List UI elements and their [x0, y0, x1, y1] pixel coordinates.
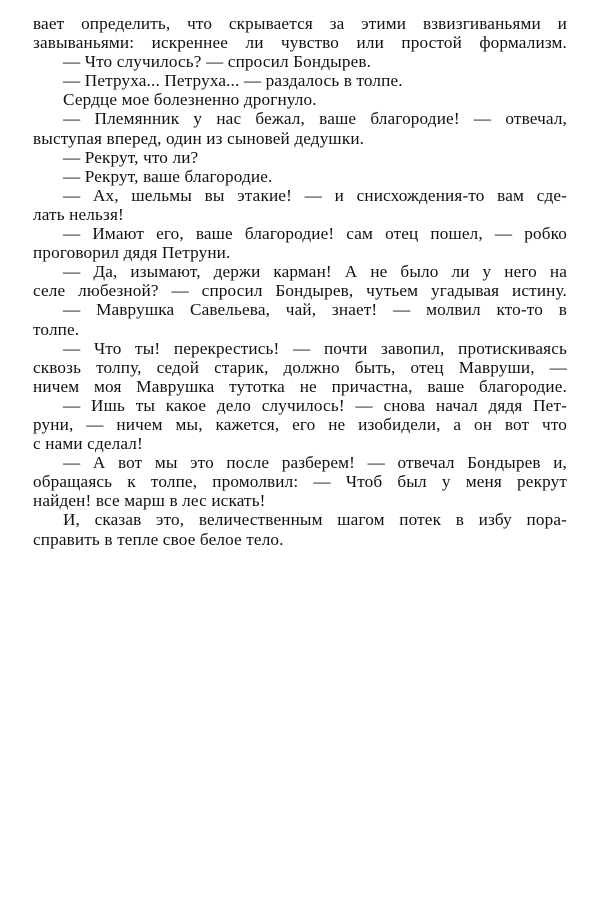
text-line: вает определить, что скрывается за этими взвизгиваньями и [33, 14, 567, 33]
text-line: — Рекрут, что ли? [63, 147, 199, 167]
text-line: — Что случилось? — спросил Бондырев. [63, 52, 372, 72]
text-line: — Да, изымают, держи карман! А не было ли у него на [63, 262, 567, 282]
text-line: Сердце мое болезненно дрогнуло. [63, 90, 317, 110]
text-line: — Рекрут, ваше благородие. [63, 166, 273, 186]
text-line: — Ишь ты какое дело случилось! — снова начал дядя Пет- [63, 395, 567, 415]
page-text [33, 14, 567, 549]
text-line: лать нельзя! [33, 204, 124, 224]
text-line: селе любезной? — спросил Бондырев, чутьем угадывая истину. [33, 281, 567, 301]
text-line: сквозь толпу, седой старик, должно быть, отец Мавруши, — [33, 357, 567, 377]
text-line: завываньями: искреннее ли чувство или простой формализм. [33, 33, 567, 53]
text-line: — Что ты! перекрестись! — почти завопил, протискиваясь [63, 338, 567, 358]
text-line: найден! все марш в лес искать! [33, 491, 266, 511]
text-line: — А вот мы это после разберем! — отвечал Бондырев и, [63, 453, 567, 473]
text-line: обращаясь к толпе, промолвил: — Чтоб был у меня рекрут [33, 472, 567, 492]
text-line: толпе. [33, 319, 80, 339]
text-line: руни, — ничем мы, кажется, его не изобидели, а он вот что [33, 414, 567, 434]
text-line: справить в тепле свое белое тело. [33, 529, 284, 549]
text-line: И, сказав это, величественным шагом потек в избу пора- [63, 510, 567, 530]
text-line: ничем моя Маврушка тутотка не причастна, ваше благородие. [33, 376, 567, 396]
text-line: с нами сделал! [33, 434, 143, 454]
text-line: — Имают его, ваше благородие! сам отец пошел, — робко [63, 224, 567, 244]
text-line: — Петруха... Петруха... — раздалось в толпе. [63, 71, 403, 91]
text-line: выступая вперед, один из сыновей дедушки. [33, 128, 365, 148]
text-line: — Маврушка Савельева, чай, знает! — молвил кто-то в [63, 300, 567, 320]
text-line: — Ах, шельмы вы этакие! — и снисхождения-то вам сде- [63, 185, 567, 205]
text-line: проговорил дядя Петруни. [33, 243, 231, 263]
text-line: — Племянник у нас бежал, ваше благородие! — отвечал, [63, 109, 567, 129]
